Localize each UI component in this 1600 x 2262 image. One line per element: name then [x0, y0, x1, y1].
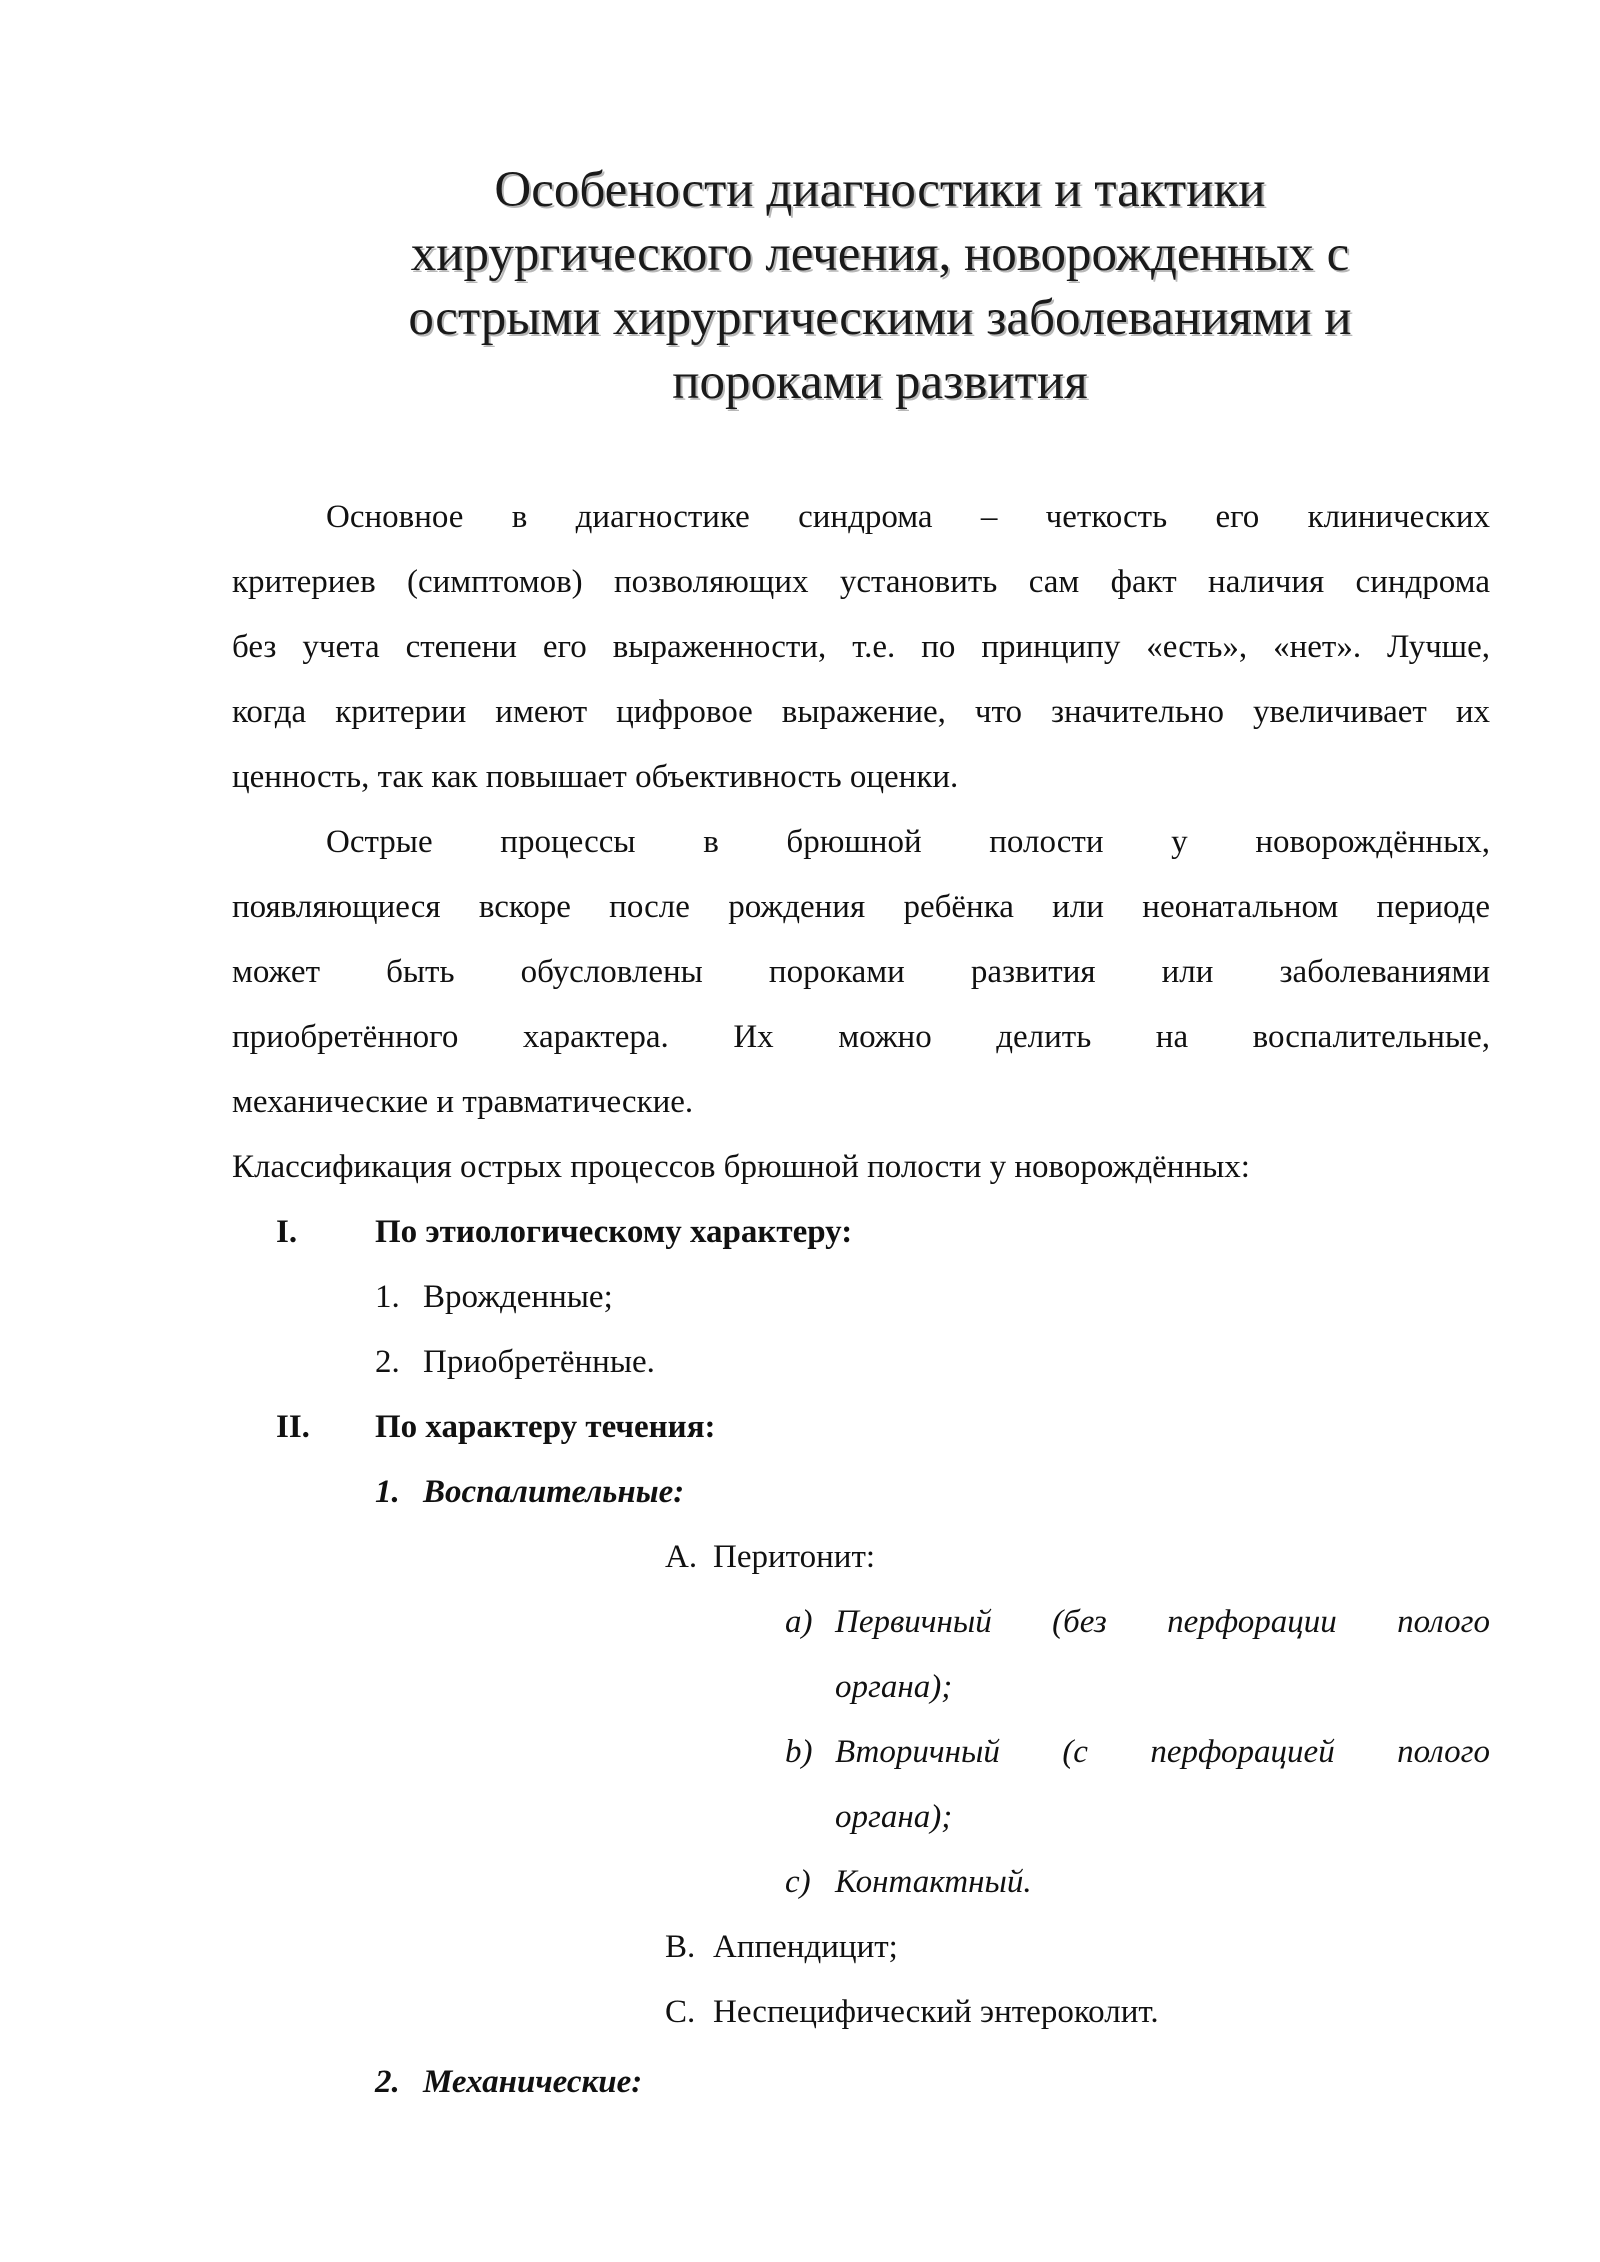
- list-item-number: 1.: [375, 1279, 400, 1315]
- paragraph-line: может быть обусловлены пороками развития или заболеваниями: [232, 954, 1490, 990]
- list-item-letter: C.: [665, 1994, 696, 2030]
- paragraph-line: критериев (симптомов) позволяющих установить сам факт наличия синдрома: [232, 564, 1490, 600]
- subsection-heading: Механические:: [423, 2064, 643, 2100]
- list-item-letter: b): [785, 1734, 813, 1770]
- subsection-number: 2.: [375, 2064, 400, 2100]
- list-item: Перитонит:: [713, 1539, 876, 1575]
- classification-heading: Классификация острых процессов брюшной полости у новорождённых:: [232, 1149, 1250, 1185]
- list-item-continuation: органа);: [835, 1669, 953, 1705]
- title-line: хирургического лечения, новорожденных с: [410, 226, 1350, 282]
- list-item: Вторичный (с перфорацией полого: [835, 1734, 1490, 1770]
- paragraph-acute-processes: [232, 810, 1490, 1135]
- list-item: Врожденные;: [423, 1279, 613, 1315]
- paragraph-line: приобретённого характера. Их можно делить на воспалительные,: [232, 1019, 1490, 1055]
- list-item-number: 2.: [375, 1344, 400, 1380]
- list-item: Контактный.: [835, 1864, 1032, 1900]
- subsection-number: 1.: [375, 1474, 400, 1510]
- paragraph-line: Острые процессы в брюшной полости у новорождённых,: [326, 824, 1490, 860]
- list-item-letter: c): [785, 1864, 811, 1900]
- paragraph-line: появляющиеся вскоре после рождения ребёнка или неонатальном периоде: [232, 889, 1490, 925]
- list-item: Приобретённые.: [423, 1344, 655, 1380]
- paragraph-line: Основное в диагностике синдрома – четкость его клинических: [326, 499, 1490, 535]
- section-heading: По характеру течения:: [375, 1409, 716, 1445]
- paragraph-line: когда критерии имеют цифровое выражение, что значительно увеличивает их: [232, 694, 1490, 730]
- paragraph-line: механические и травматические.: [232, 1084, 694, 1120]
- list-item: Неспецифический энтероколит.: [713, 1994, 1159, 2030]
- paragraph-line: без учета степени его выраженности, т.е. по принципу «есть», «нет». Лучше,: [232, 629, 1490, 665]
- list-item: Аппендицит;: [713, 1929, 898, 1965]
- section-number: I.: [276, 1214, 298, 1250]
- title-line: острыми хирургическими заболеваниями и: [408, 290, 1352, 346]
- title-line: Особености диагностики и тактики: [494, 162, 1266, 218]
- paragraph-diagnostics: [232, 485, 1490, 810]
- section-heading: По этиологическому характеру:: [375, 1214, 853, 1250]
- page-title: [230, 158, 1530, 414]
- title-line: пороками развития: [672, 354, 1088, 410]
- list-item: Первичный (без перфорации полого: [835, 1604, 1490, 1640]
- list-item-letter: A.: [665, 1539, 698, 1575]
- list-item-continuation: органа);: [835, 1799, 953, 1835]
- subsection-heading: Воспалительные:: [423, 1474, 685, 1510]
- paragraph-line: ценность, так как повышает объективность оценки.: [232, 759, 959, 795]
- section-number: II.: [276, 1409, 310, 1445]
- list-item-letter: B.: [665, 1929, 696, 1965]
- list-item-letter: a): [785, 1604, 813, 1640]
